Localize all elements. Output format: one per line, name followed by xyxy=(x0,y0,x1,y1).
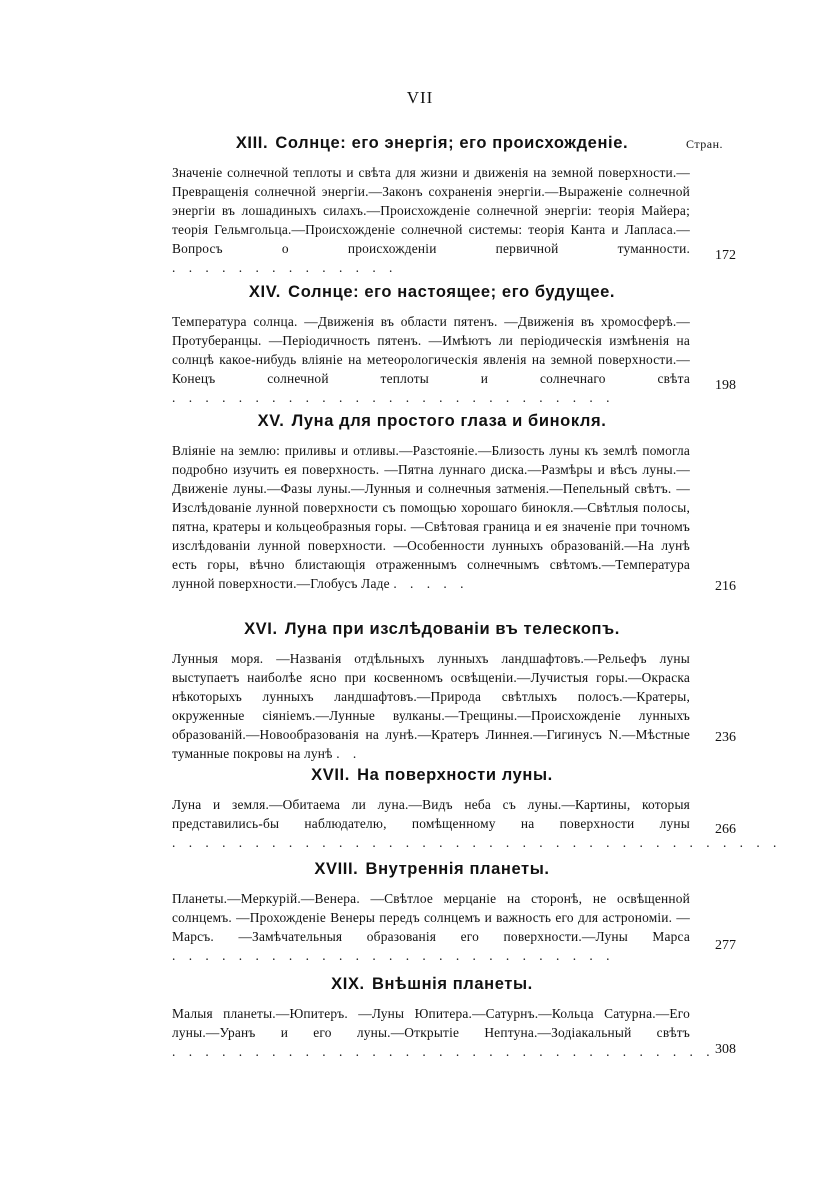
chapter-summary xyxy=(172,312,690,407)
chapter-number: XVII. xyxy=(311,766,350,784)
chapter-summary-text: Значеніе солнечной теплоты и свѣта для жизни и движенія на земной поверхности.—Превращенія солнечной энергіи.—Законъ сохраненія энергіи.—Выраженіе солнечной энергіи въ лошадиныхъ силахъ.—Происхожденіе солнечной энергіи: теорія Майера; теорія Гельмгольца.—Происхожденіе солнечной системы: теорія Канта и Лапласа.—Вопросъ о происхожденіи первичной туманности. xyxy=(172,165,690,256)
chapter-title: Луна при изслѣдованіи въ телескопъ. xyxy=(284,620,620,638)
page-number: VII xyxy=(406,88,434,107)
chapter-title: Внутреннія планеты. xyxy=(365,860,550,878)
chapter-title: На поверхности луны. xyxy=(357,766,553,784)
leader-dots: . . . . . . . . . . . . . . xyxy=(172,260,398,275)
page-column-label: Стран. xyxy=(686,137,723,151)
chapter-page-ref: 266 xyxy=(715,822,736,837)
chapter-title: Солнце: его энергія; его происхожденіе. xyxy=(275,134,629,152)
chapter-summary xyxy=(172,441,690,593)
chapter-xiv xyxy=(172,283,736,407)
chapter-summary-text: Малыя планеты.—Юпитеръ. —Луны Юпитера.—Сатурнъ.—Кольца Сатурна.—Его луны.—Уранъ и его луны.—Открытіе Нептуна.—Зодіакальный свѣтъ xyxy=(172,1006,690,1040)
chapter-summary-text: Планеты.—Меркурій.—Венера. —Свѣтлое мерцаніе на сторонѣ, не освѣщенной солнцемъ. —Прохожденіе Венеры передъ солнцемъ и важность его для астрономіи. —Марсъ. —Замѣчательныя образованія его поверхности.—Луны Марса xyxy=(172,891,690,944)
leader-dots: . . xyxy=(336,746,362,761)
chapter-heading xyxy=(172,283,692,302)
leader-dots: . . . . . . . . . . . . . . . . . . . . . . . . . . . . . . . . . xyxy=(172,1044,715,1059)
chapter-xv xyxy=(172,412,736,593)
chapter-number: XV. xyxy=(257,412,285,430)
chapter-xvii xyxy=(172,766,782,852)
chapter-page-ref: 216 xyxy=(715,579,736,594)
chapter-heading xyxy=(172,134,692,153)
chapter-heading xyxy=(172,975,692,994)
chapter-number: XIV. xyxy=(248,283,281,301)
chapter-page-ref: 308 xyxy=(715,1042,736,1057)
chapter-summary xyxy=(172,889,690,965)
chapter-summary-text: Луна и земля.—Обитаема ли луна.—Видъ неба съ луны.—Картины, которыя представились-бы наблюдателю, помѣщенному на поверхности луны xyxy=(172,797,690,831)
chapter-heading xyxy=(172,860,692,879)
chapter-xviii xyxy=(172,860,736,965)
chapter-xvi xyxy=(172,620,736,763)
leader-dots: . . . . . . . . . . . . . . . . . . . . . . . . . . . xyxy=(172,948,615,963)
chapter-heading xyxy=(172,412,692,431)
chapter-page-ref: 198 xyxy=(715,378,736,393)
chapter-xiii xyxy=(172,134,736,277)
chapter-page-ref: 277 xyxy=(715,938,736,953)
leader-dots: . . . . . . . . . . . . . . . . . . . . . . . . . . . xyxy=(172,390,615,405)
chapter-number: XVI. xyxy=(244,620,278,638)
chapter-summary xyxy=(172,649,690,763)
chapter-heading xyxy=(172,620,692,639)
chapter-summary-text: Лунныя моря. —Названія отдѣльныхъ лунныхъ ландшафтовъ.—Рельефъ луны выступаетъ наиболѣе ясно при косвенномъ освѣщеніи.—Лучистыя горы.—Окраска нѣкоторыхъ лунныхъ ландшафтовъ.—Природа свѣтлыхъ полосъ.—Кратеры, окруженные сіяніемъ.—Лунные вулканы.—Трещины.—Происхожденіе лунныхъ образованій.—Новообразованія на лунѣ.—Кратеръ Линнея.—Гигинусъ N.—Мѣстные туманные покровы на лунѣ xyxy=(172,651,690,761)
chapter-number: XVIII. xyxy=(314,860,359,878)
leader-dots: . . . . . xyxy=(393,576,469,591)
chapter-summary xyxy=(172,1004,715,1061)
chapter-page-ref: 172 xyxy=(715,248,736,263)
chapter-summary xyxy=(172,163,690,277)
leader-dots: . . . . . . . . . . . . . . . . . . . . . . . . . . . . . . . . . . . . . xyxy=(172,835,782,850)
chapter-heading xyxy=(172,766,692,785)
chapter-title: Внѣшнія планеты. xyxy=(371,975,533,993)
chapter-summary-text: Вліяніе на землю: приливы и отливы.—Разстояніе.—Близость луны къ землѣ помогла подробно изучить ея поверхность. —Пятна луннаго диска.—Размѣры и вѣсъ луны.—Движеніе луны.—Фазы луны.—Лунныя и солнечныя затменія.—Пепельный свѣтъ. —Изслѣдованіе лунной поверхности съ помощью хорошаго бинокля.—Свѣтлыя полосы, пятна, кратеры и кольцеобразныя горы. —Свѣтовая граница и ея значеніе при точномъ изслѣдованіи лунной поверхности. —Особенности лунныхъ образованій.—На лунѣ есть горы, вѣчно блистающія отраженнымъ солнечнымъ свѣтомъ.—Температура лунной поверхности.—Глобусъ Ладе xyxy=(172,443,690,591)
chapter-title: Солнце: его настоящее; его будущее. xyxy=(288,283,616,301)
chapter-number: XIX. xyxy=(331,975,365,993)
chapter-number: XIII. xyxy=(235,134,269,152)
chapter-page-ref: 236 xyxy=(715,730,736,745)
chapter-title: Луна для простого глаза и бинокля. xyxy=(291,412,607,430)
chapter-summary-text: Температура солнца. —Движенія въ области пятенъ. —Движенія въ хромосферѣ.—Протуберанцы. —Періодичность пятенъ. —Имѣютъ ли періодическія измѣненія на солнцѣ какое-нибудь вліяніе на метеорологическія явленія на земной поверхности.—Конецъ солнечной теплоты и солнечнаго свѣта xyxy=(172,314,690,386)
chapter-xix xyxy=(172,975,736,1061)
